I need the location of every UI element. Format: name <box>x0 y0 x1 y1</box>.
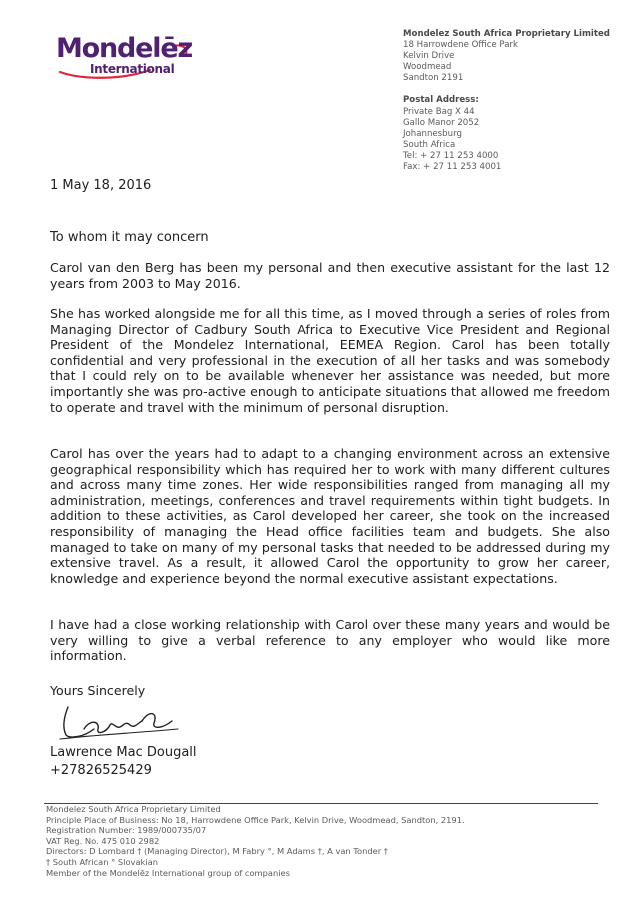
letter-paragraph: Carol has over the years had to adapt to a changing environment across an extensive geographical responsibility which has required her to work with many different cultures and across many time zones. Her wide responsibilities ranged from managing all my administration, meetings, conferences and travel requirements within tight budgets. In addition to these activities, as Carol developed her career, she took on the increased responsibility of managing the Head office facilities team and budgets. She also managed to take on many of my personal tasks that needed to be addressed during my extensive travel. As a result, it allowed Carol the opportunity to grow her career, knowledge and experience beyond the normal executive assistant expectations. <box>50 446 610 586</box>
fax: Fax: + 27 11 253 4001 <box>403 162 502 173</box>
address-line: Kelvin Drive <box>403 51 455 62</box>
logo-wordmark: Mondelēz <box>56 33 192 64</box>
signer-phone: +27826525429 <box>50 763 152 778</box>
address-line: Sandton 2191 <box>403 73 464 84</box>
footer-line: VAT Reg. No. 475 010 2982 <box>46 835 160 846</box>
footer-line: Mondelez South Africa Proprietary Limited <box>46 804 221 814</box>
letter-paragraph: I have had a close working relationship with Carol over these many years and would be very willing to give a verbal reference to any employer who would like more information. <box>50 617 610 664</box>
company-logo <box>52 34 194 82</box>
footer-line: Member of the Mondelēz International group of companies <box>46 867 290 878</box>
footer-line: Registration Number: 1989/000735/07 <box>46 825 207 836</box>
footer-line: Directors: D Lombard † (Managing Director), M Fabry °, M Adams †, A van Tonder † <box>46 846 388 857</box>
handwritten-signature <box>54 699 184 745</box>
letter-paragraph: She has worked alongside me for all this time, as I moved through a series of roles from Managing Director of Cadbury South Africa to Executive Vice President and Regional President of the Mondelez International, EEMEA Region. Carol has been totally confidential and very professional in the execution of all her tasks and was somebody that I could rely on to be available whenever her assistance was needed, but more importantly she was pro-active enough to anticipate situations that allowed me freedom to operate and travel with the minimum of personal disruption. <box>50 306 610 415</box>
spacer <box>403 84 635 95</box>
company-name: Mondelez South Africa Proprietary Limited <box>403 29 610 39</box>
footer-line: Principle Place of Business: No 18, Harrowdene Office Park, Kelvin Drive, Woodmead, Sandton, 2191. <box>46 814 465 825</box>
letter-salutation: To whom it may concern <box>50 230 209 245</box>
postal-heading: Postal Address: <box>403 95 479 106</box>
letter-paragraph: Carol van den Berg has been my personal and then executive assistant for the last 12 years from 2003 to May 2016. <box>50 260 610 291</box>
signer-name: Lawrence Mac Dougall <box>50 745 197 760</box>
address-line: 18 Harrowdene Office Park <box>403 40 519 51</box>
footer <box>46 804 606 878</box>
letter-date: 1 May 18, 2016 <box>50 178 152 193</box>
footer-line: † South African ° Slovakian <box>46 856 158 867</box>
postal-line: South Africa <box>403 139 456 150</box>
company-address-block <box>403 29 635 173</box>
postal-line: Gallo Manor 2052 <box>403 117 480 128</box>
address-line: Woodmead <box>403 62 452 73</box>
postal-line: Private Bag X 44 <box>403 106 475 117</box>
postal-line: Johannesburg <box>403 128 462 139</box>
telephone: Tel: + 27 11 253 4000 <box>403 150 499 161</box>
letter-closing: Yours Sincerely <box>50 683 146 698</box>
logo-subtitle: International <box>90 62 175 76</box>
